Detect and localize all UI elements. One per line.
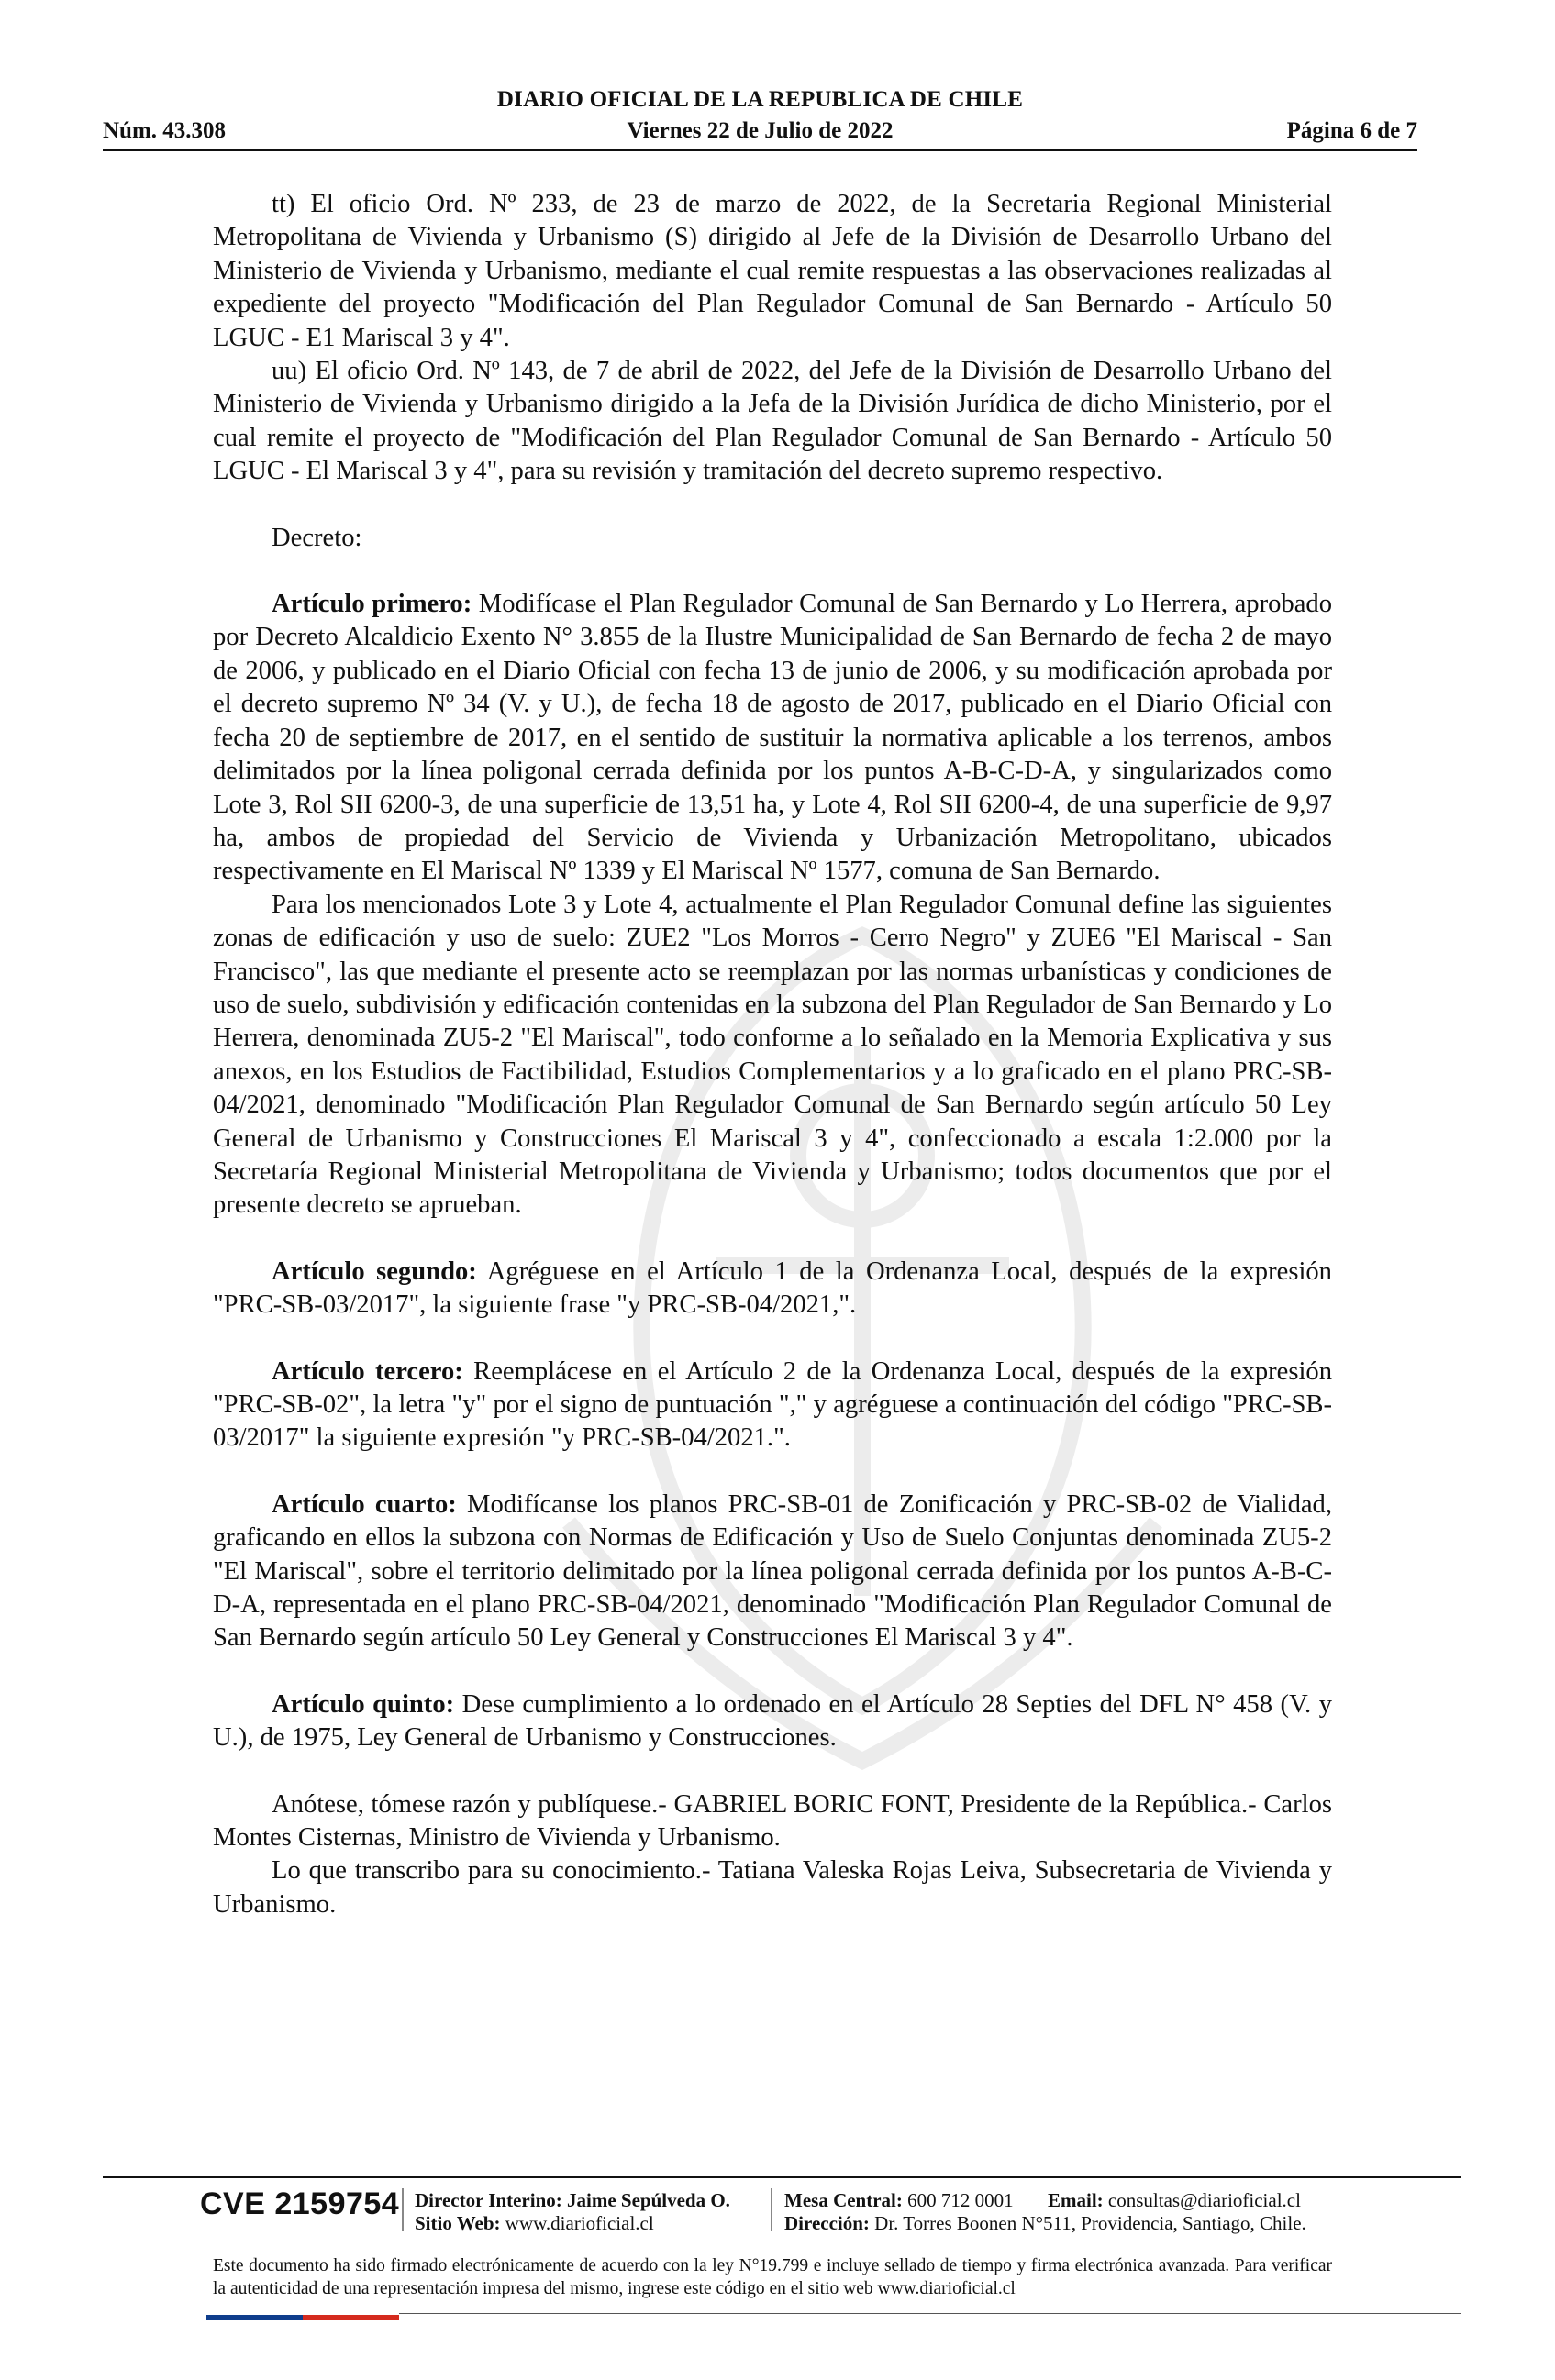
footer-separator <box>771 2188 772 2231</box>
email-link[interactable]: consultas@diarioficial.cl <box>1103 2189 1301 2211</box>
footer-separator <box>402 2188 404 2231</box>
decreto-heading: Decreto: <box>272 523 362 552</box>
flag-red-stripe <box>303 2315 399 2320</box>
publication-title: DIARIO OFICIAL DE LA REPUBLICA DE CHILE <box>496 87 1024 112</box>
signature-disclaimer: Este documento ha sido firmado electrónicamente de acuerdo con la ley N°19.799 e incluye sellado de tiempo y firma electrónica avanzada. Para verificar la autenticidad de una representación impresa del mismo, ingrese este código en el sitio web www.diarioficial.cl <box>213 2256 1332 2298</box>
article-3 <box>213 1356 1332 1456</box>
email-label: Email: <box>1048 2189 1104 2211</box>
direccion-label: Dirección: <box>784 2212 870 2234</box>
article-2-label: Artículo segundo: <box>272 1256 477 1286</box>
web-link[interactable]: www.diarioficial.cl <box>500 2212 654 2234</box>
direccion-value: Dr. Torres Boonen N°511, Providencia, Santiago, Chile. <box>869 2212 1306 2234</box>
chile-flag-stripe <box>206 2315 399 2320</box>
article-5-text: Dese cumplimiento a lo ordenado en el Artículo 28 Septies del DFL N° 458 (V. y U.), de 1975, Ley General de Urbanismo y Construcciones. <box>213 1689 1332 1753</box>
article-4-label: Artículo cuarto: <box>272 1489 457 1519</box>
article-1-text: Modifícase el Plan Regulador Comunal de San Bernardo y Lo Herrera, aprobado por Decreto Alcaldicio Exento N° 3.855 de la Ilustre Municipalidad de San Bernardo de fecha 2 de mayo de 2006, y publicado en el Diario Oficial con fecha 13 de junio de 2006, y su modificación aprobada por el decreto supremo Nº 34 (V. y U.), de fecha 18 de agosto de 2017, publicado en el Diario Oficial con fecha 20 de septiembre de 2017, en el sentido de sustituir la normativa aplicable a los terrenos, ambos delimitados por la línea poligonal cerrada definida por los puntos A-B-C-D-A, y singularizados como Lote 3, Rol SII 6200-3, de una superficie de 13,51 ha, y Lote 4, Rol SII 6200-4, de una superficie de 9,97 ha, ambos de propiedad del Servicio de Vivienda y Urbanización Metropolitano, ubicados respectivamente en El Mariscal Nº 1339 y El Mariscal Nº 1577, comuna de San Bernardo. <box>213 590 1332 886</box>
article-4-text: Modifícanse los planos PRC-SB-01 de Zonificación y PRC-SB-02 de Vialidad, graficando en ellos la subzona con Normas de Edificación y Uso de Suelo Conjuntas denominada ZU5-2 "El Mariscal", sobre el territorio delimitado por la línea poligonal cerrada definida por los puntos A-B-C-D-A, representada en el plano PRC-SB-04/2021, denominado "Modificación Plan Regulador Comunal de San Bernardo según artículo 50 Ley General y Construcciones El Mariscal 3 y 4". <box>213 1489 1332 1653</box>
article-1 <box>213 588 1332 889</box>
paragraph-uu: uu) El oficio Ord. Nº 143, de 7 de abril de 2022, del Jefe de la División de Desarrollo Urbano del Ministerio de Vivienda y Urbanismo dirigido a la Jefa de la División Jurídica de dicho Ministerio, por el cual remite el proyecto de "Modificación del Plan Regulador Comunal de San Bernardo - Artículo 50 LGUC - El Mariscal 3 y 4", para su revisión y tramitación del decreto supremo respectivo. <box>213 357 1332 486</box>
footer-director <box>415 2188 730 2212</box>
footer-email <box>1048 2188 1301 2212</box>
article-4 <box>213 1489 1332 1655</box>
article-1-label: Artículo primero: <box>272 590 472 619</box>
paragraph-anotese: Anótese, tómese razón y publíquese.- GABRIEL BORIC FONT, Presidente de la República.- Carlos Montes Cisternas, Ministro de Vivienda y Urbanismo. <box>213 1789 1332 1853</box>
cve-code: CVE 2159754 <box>200 2186 400 2221</box>
article-2-text: Agréguese en el Artículo 1 de la Ordenanza Local, después de la expresión "PRC-SB-03/2017", la siguiente frase "y PRC-SB-04/2021,". <box>213 1256 1332 1320</box>
footer-divider <box>103 2176 1461 2178</box>
paragraph-transcribo: Lo que transcribo para su conocimiento.- Tatiana Valeska Rojas Leiva, Subsecretaria de Vivienda y Urbanismo. <box>213 1856 1332 1919</box>
footer-mesa-central <box>784 2188 1014 2212</box>
footer-website <box>415 2211 654 2235</box>
article-5 <box>213 1688 1332 1755</box>
issue-number: Núm. 43.308 <box>103 118 227 143</box>
article-2 <box>213 1256 1332 1323</box>
header-divider <box>103 149 1417 151</box>
article-3-label: Artículo tercero: <box>272 1356 463 1386</box>
director-label: Director Interino: Jaime Sepúlveda O. <box>415 2189 730 2211</box>
article-3-text: Reemplácese en el Artículo 2 de la Ordenanza Local, después de la expresión "PRC-SB-02", la letra "y" por el signo de puntuación "," y agréguese a continuación del código "PRC-SB-03/2017" la siguiente expresión "y PRC-SB-04/2021.". <box>213 1356 1332 1453</box>
page-header <box>103 87 1417 151</box>
flag-blue-stripe <box>206 2315 303 2320</box>
mesa-label: Mesa Central: <box>784 2189 903 2211</box>
document-body <box>213 188 1332 1921</box>
footer-address <box>784 2211 1306 2235</box>
paragraph-lotes: Para los mencionados Lote 3 y Lote 4, actualmente el Plan Regulador Comunal define las siguientes zonas de edificación y uso de suelo: ZUE2 "Los Morros - Cerro Negro" y ZUE6 "El Mariscal - San Francisco", las que mediante el presente acto se reemplazan por las normas urbanísticas y condiciones de uso de suelo, subdivisión y edificación contenidas en la subzona del Plan Regulador de San Bernardo y Lo Herrera, denominada ZU5-2 "El Mariscal", todo conforme a lo señalado en la Memoria Explicativa y sus anexos, en los Estudios de Factibilidad, Estudios Complementarios y a lo graficado en el plano PRC-SB-04/2021, denominado "Modificación Plan Regulador Comunal de San Bernardo según artículo 50 Ley General de Urbanismo y Construcciones El Mariscal 3 y 4", confeccionado a escala 1:2.000 por la Secretaría Regional Ministerial Metropolitana de Vivienda y Urbanismo; todos documentos que por el presente decreto se aprueban. <box>213 890 1332 1220</box>
page-number: Página 6 de 7 <box>1286 118 1417 143</box>
article-5-label: Artículo quinto: <box>272 1689 455 1719</box>
bottom-rule <box>399 2313 1461 2314</box>
paragraph-tt: tt) El oficio Ord. Nº 233, de 23 de marzo de 2022, de la Secretaria Regional Ministerial Metropolitana de Vivienda y Urbanismo (S) dirigido al Jefe de la División de Desarrollo Urbano del Ministerio de Vivienda y Urbanismo, mediante el cual remite respuestas a las observaciones realizadas al expediente del proyecto "Modificación del Plan Regulador Comunal de San Bernardo - Artículo 50 LGUC - E1 Mariscal 3 y 4". <box>213 190 1332 352</box>
web-label: Sitio Web: <box>415 2212 501 2234</box>
mesa-value: 600 712 0001 <box>902 2189 1014 2211</box>
issue-date: Viernes 22 de Julio de 2022 <box>627 118 894 143</box>
